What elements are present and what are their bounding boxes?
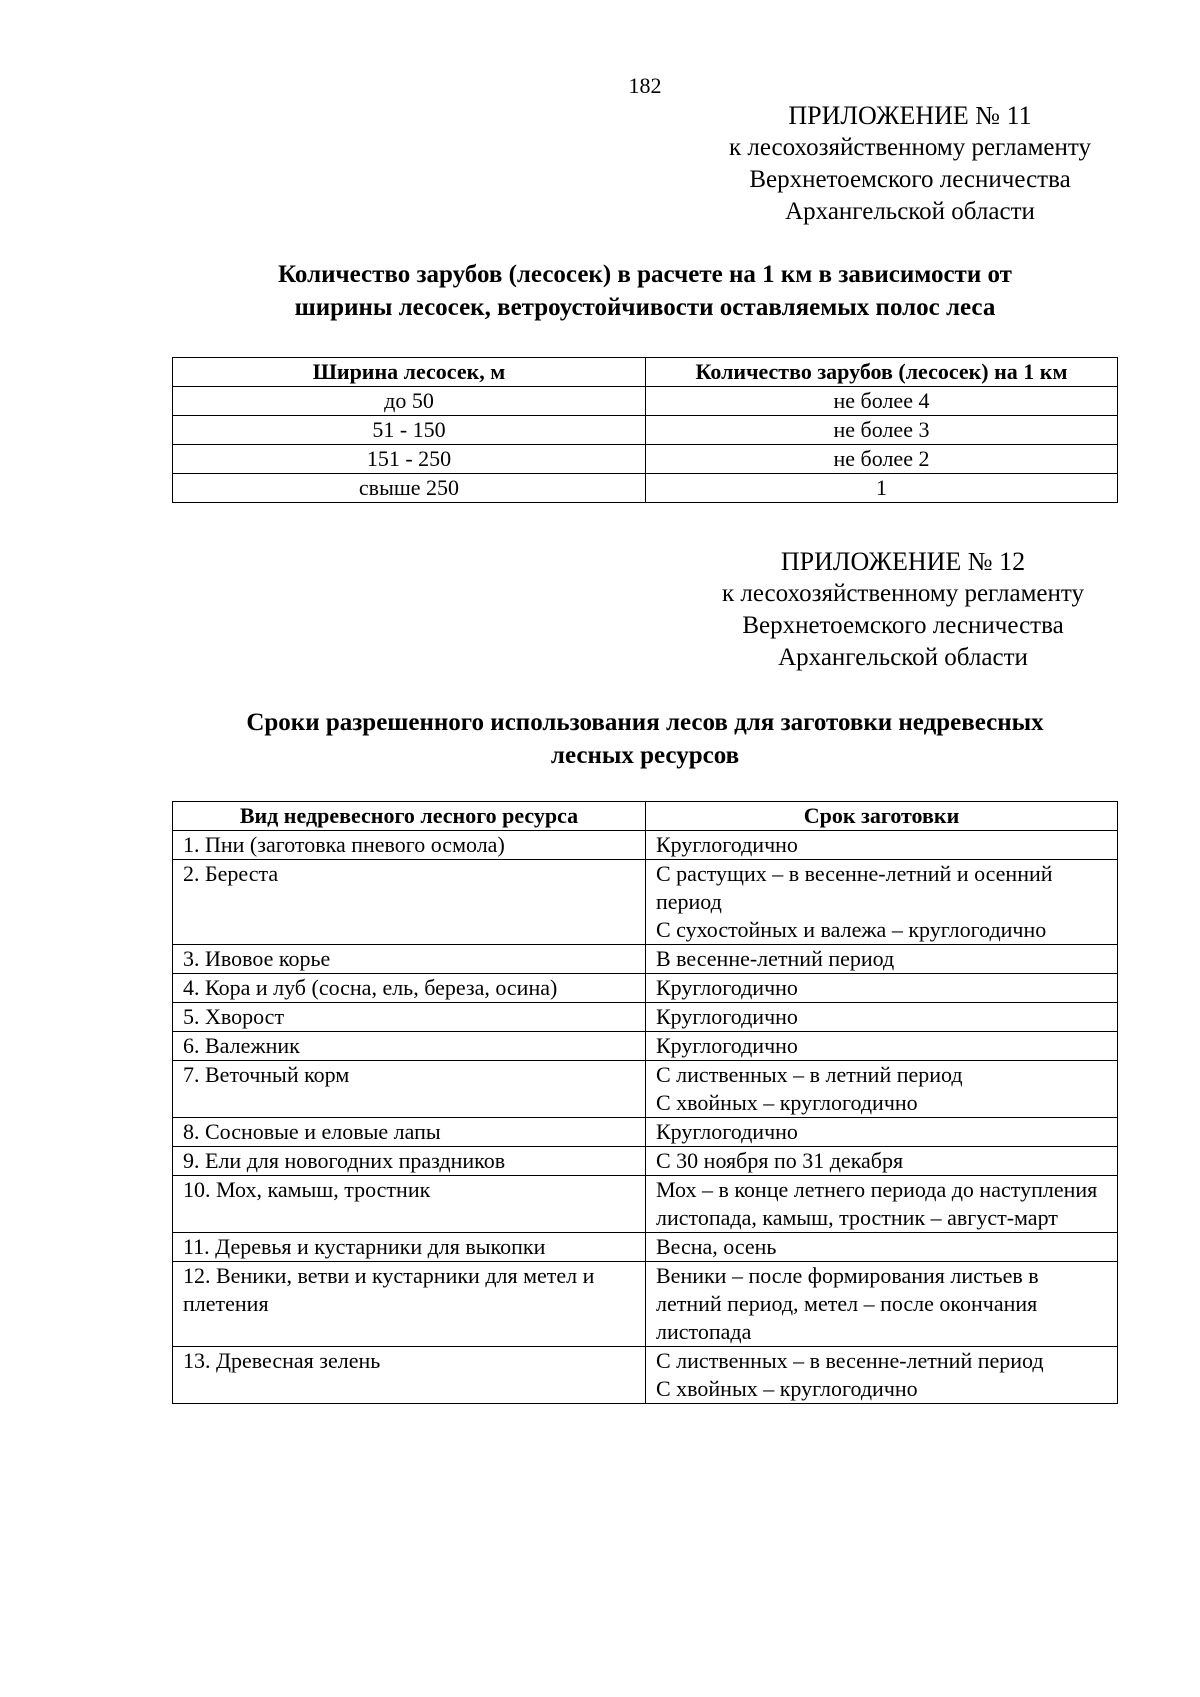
appendix-11-line: Архангельской области <box>785 198 1035 225</box>
non-timber-resources-table <box>172 801 1118 1404</box>
appendix-12-header <box>683 546 1123 674</box>
table-cell-second: В весенне-летний период <box>646 945 1118 974</box>
table-row <box>173 1032 1118 1061</box>
table-row <box>173 416 1118 445</box>
table-header-row <box>173 358 1118 387</box>
table-body <box>173 387 1118 503</box>
table-row <box>173 445 1118 474</box>
section-1-title-line: Количество зарубов (лесосек) в расчете на 1 км в зависимости от <box>278 261 1012 288</box>
table-cell-first: 51 - 150 <box>173 416 646 445</box>
table-cell-first: 2. Береста <box>173 860 646 945</box>
table-cell-second: Круглогодично <box>646 1032 1118 1061</box>
table-cell-first: 3. Ивовое корье <box>173 945 646 974</box>
table-header-row <box>173 802 1118 831</box>
table-row <box>173 974 1118 1003</box>
table-cell-second: не более 4 <box>646 387 1118 416</box>
table-row <box>173 1262 1118 1347</box>
column-header: Вид недревесного лесного ресурса <box>173 802 646 831</box>
table-cell-second: Весна, осень <box>646 1233 1118 1262</box>
table-cell-second: не более 3 <box>646 416 1118 445</box>
table-cell-second: не более 2 <box>646 445 1118 474</box>
table-row <box>173 1003 1118 1032</box>
table-cell-first: 4. Кора и луб (сосна, ель, береза, осина) <box>173 974 646 1003</box>
table-cell-first: 12. Веники, ветви и кустарники для метел и плетения <box>173 1262 646 1347</box>
table-cell-second: Круглогодично <box>646 1118 1118 1147</box>
table-cell-second: С лиственных – в весенне-летний период С хвойных – круглогодично <box>646 1347 1118 1404</box>
appendix-12-line: Верхнетоемского лесничества <box>742 612 1064 639</box>
table-cell-second: С лиственных – в летний период С хвойных – круглогодично <box>646 1061 1118 1118</box>
table-row <box>173 860 1118 945</box>
table-row <box>173 1147 1118 1176</box>
column-header: Ширина лесосек, м <box>173 358 646 387</box>
table-row <box>173 1176 1118 1233</box>
table-cell-second: Веники – после формирования листьев в летний период, метел – после окончания листопада <box>646 1262 1118 1347</box>
appendix-12-line: к лесохозяйственному регламенту <box>721 580 1085 607</box>
table-cell-second: Мох – в конце летнего периода до наступления листопада, камыш, тростник – август-март <box>646 1176 1118 1233</box>
appendix-11-header <box>690 100 1130 228</box>
section-2-title-line: лесных ресурсов <box>550 742 740 769</box>
table-cell-first: 8. Сосновые и еловые лапы <box>173 1118 646 1147</box>
table-cell-first: 13. Древесная зелень <box>173 1347 646 1404</box>
appendix-12-title: ПРИЛОЖЕНИЕ № 12 <box>780 547 1026 576</box>
table-cell-first: 5. Хворост <box>173 1003 646 1032</box>
table-cell-second: Круглогодично <box>646 1003 1118 1032</box>
section-2-title-line: Сроки разрешенного использования лесов для заготовки недревесных <box>246 709 1044 736</box>
table-row <box>173 474 1118 503</box>
table-cell-first: 9. Ели для новогодних праздников <box>173 1147 646 1176</box>
table-cell-first: 10. Мох, камыш, тростник <box>173 1176 646 1233</box>
table-cell-first: 1. Пни (заготовка пневого осмола) <box>173 831 646 860</box>
appendix-11-line: к лесохозяйственному регламенту <box>728 134 1092 161</box>
table-cell-second: С 30 ноября по 31 декабря <box>646 1147 1118 1176</box>
table-row <box>173 945 1118 974</box>
table-cell-first: 151 - 250 <box>173 445 646 474</box>
page-number: 182 <box>628 73 662 98</box>
table-cell-first: 6. Валежник <box>173 1032 646 1061</box>
column-header: Количество зарубов (лесосек) на 1 км <box>646 358 1118 387</box>
cuttings-per-km-table <box>172 357 1118 503</box>
column-header: Срок заготовки <box>646 802 1118 831</box>
section-2-title <box>172 706 1118 772</box>
appendix-11-title: ПРИЛОЖЕНИЕ № 11 <box>788 101 1032 130</box>
table-cell-second: Круглогодично <box>646 974 1118 1003</box>
table-row <box>173 387 1118 416</box>
table-row <box>173 1061 1118 1118</box>
table-row <box>173 831 1118 860</box>
table-row <box>173 1118 1118 1147</box>
appendix-12-line: Архангельской области <box>778 644 1028 671</box>
table-cell-first: 7. Веточный корм <box>173 1061 646 1118</box>
table-row <box>173 1347 1118 1404</box>
table-body <box>173 831 1118 1404</box>
table-cell-first: 11. Деревья и кустарники для выкопки <box>173 1233 646 1262</box>
appendix-11-line: Верхнетоемского лесничества <box>749 166 1071 193</box>
table-cell-second: С растущих – в весенне-летний и осенний период С сухостойных и валежа – круглогодично <box>646 860 1118 945</box>
table-cell-second: Круглогодично <box>646 831 1118 860</box>
table-row <box>173 1233 1118 1262</box>
table-cell-second: 1 <box>646 474 1118 503</box>
table-cell-first: до 50 <box>173 387 646 416</box>
section-1-title <box>172 258 1118 324</box>
section-1-title-line: ширины лесосек, ветроустойчивости оставляемых полос леса <box>294 294 996 321</box>
table-cell-first: свыше 250 <box>173 474 646 503</box>
